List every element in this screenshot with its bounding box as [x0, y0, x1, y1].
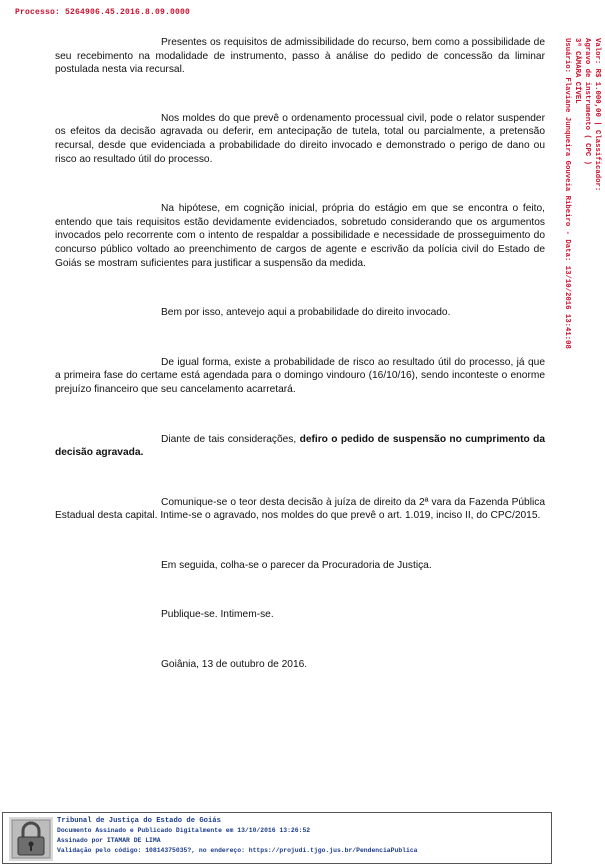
stamp-line-user: Usuário: Flaviane Junqueira Gouveia Ribeiro - Data: 13/10/2016 13:41:08: [563, 38, 571, 349]
court-name: Tribunal de Justiça do Estado de Goiás: [57, 817, 221, 825]
validation-line: Validação pelo código: 10814375035?, no endereço: https://projudi.tjgo.jus.br/PendenciaPublica: [57, 847, 418, 854]
signed-published-line: Documento Assinado e Publicado Digitalmente em 13/10/2016 13:26:52: [57, 827, 311, 834]
paragraph-decision: [55, 433, 545, 460]
paragraph-admissibility: Presentes os requisitos de admissibilidade do recurso, bem como a possibilidade de seu recebimento na modalidade de instrumento, passo à análise do pedido de concessão da liminar postulada nesta via recursal.: [55, 37, 545, 76]
paragraph-publish: Publique-se. Intimem-se.: [161, 609, 274, 621]
paragraph-communication: Comunique-se o teor desta decisão à juíza de direito da 2ª vara da Fazenda Pública Estadual desta capital. Intime-se o agravado, nos moldes do que prevê o art. 1.019, inciso II, do CPC/2015.: [55, 496, 545, 522]
process-number: Processo: 5264906.45.2016.8.09.0000: [15, 8, 191, 17]
paragraph-opinion: Em seguida, colha-se o parecer da Procuradoria de Justiça.: [161, 559, 432, 571]
document-body: [55, 36, 545, 672]
paragraph-analysis: Na hipótese, em cognição inicial, própria do estágio em que se encontra o feito, entendo que tais requisitos estão devidamente evidenciados, sobretudo considerando que os argumentos invocados pelo recorrente com o intento de respaldar a possibilidade e necessidade de prosseguimento do concurso público voltado ao preenchimento de cargos de agente e escrivão da polícia civil do Estado de Goiás se mostram suficientes para justificar a suspensão da medida.: [55, 203, 545, 269]
paragraph-date: Goiânia, 13 de outubro de 2016.: [161, 659, 308, 671]
paragraph-risk: De igual forma, existe a probabilidade de risco ao resultado útil do processo, já que a primeira fase do certame está agendada para o domingo vindouro (16/10/16), sendo inconteste o enorme prejuízo financeiro que seu cancelamento acarretará.: [55, 356, 545, 395]
signed-by-line: Assinado por ITAMAR DE LIMA: [57, 837, 161, 844]
paragraph-legal-basis: Nos moldes do que prevê o ordenamento processual civil, pode o relator suspender os efeitos da decisão agravada ou deferir, em antecipação de tutela, total ou parcialmente, a pretensão recursal, desde que evidenciada a probabilidade do direito invocado e demonstrado o perigo de dano ou risco ao resultado útil do processo.: [55, 112, 545, 165]
stamp-line-value: Valor: R$ 1.000,00 | Classificador:: [593, 38, 601, 192]
side-stamp: [560, 38, 602, 408]
decision-lead: Diante de tais considerações,: [161, 433, 300, 445]
signature-footer: [2, 812, 552, 864]
padlock-seal-icon: [9, 817, 53, 861]
footer-text: [57, 816, 418, 856]
decision-bold: defiro o pedido de suspensão no cumprimento da decisão agravada.: [55, 433, 545, 459]
paragraph-probability: Bem por isso, antevejo aqui a probabilidade do direito invocado.: [161, 307, 451, 319]
stamp-line-class: Agravo de instrumento ( CPC ): [583, 38, 591, 165]
stamp-line-chamber: 3ª CÂMARA CÍVEL: [573, 38, 581, 104]
